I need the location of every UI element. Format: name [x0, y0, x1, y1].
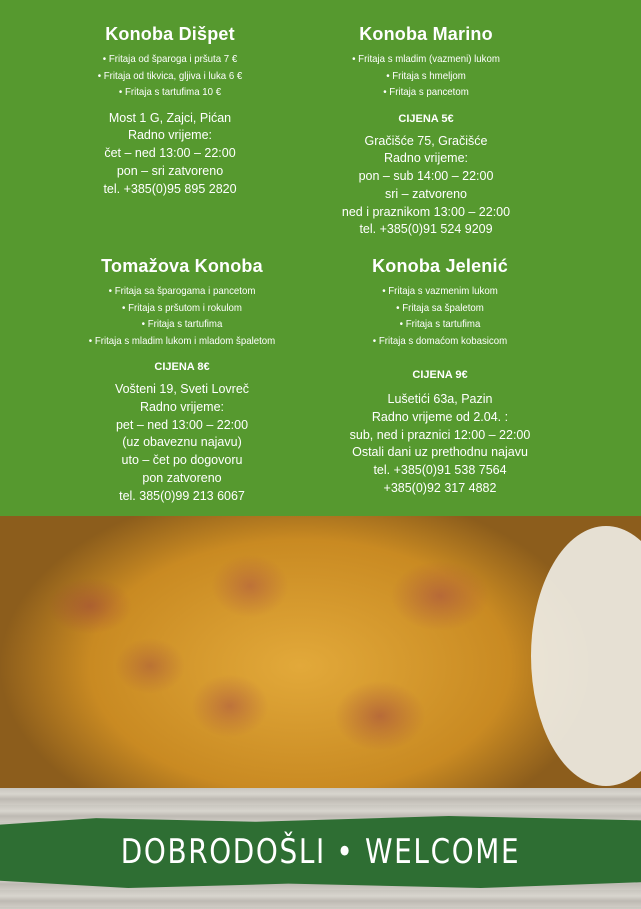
- phone: tel. +385(0)95 895 2820: [103, 181, 237, 196]
- hours-label: Radno vrijeme:: [139, 399, 225, 414]
- restaurant-name: Konoba Marino: [359, 24, 493, 44]
- restaurant-info: [276, 133, 576, 240]
- phone: tel. +385(0)91 524 9209: [359, 222, 493, 237]
- dish-list: [32, 283, 332, 349]
- hours-label: Radno vrijeme od 2.04. :: [371, 409, 509, 424]
- hours-line: Ostali dani uz prethodnu najavu: [352, 445, 528, 460]
- dish-item: • Fritaja s pancetom: [383, 86, 469, 98]
- dish-item: • Fritaja sa špaletom: [396, 301, 484, 314]
- dish-item: • Fritaja od šparoga i pršuta 7 €: [102, 53, 238, 65]
- restaurant-info: [32, 381, 332, 506]
- dish-list: [276, 51, 576, 101]
- dish-item: • Fritaja od tikvica, gljiva i luka 6 €: [97, 69, 243, 82]
- hours-line: pon zatvoreno: [142, 470, 222, 485]
- fritaja-photo: [0, 516, 641, 788]
- hours-line: sub, ned i praznici 12:00 – 22:00: [349, 427, 531, 442]
- dish-list: [20, 51, 320, 101]
- restaurant-name: Tomažova Konoba: [101, 256, 263, 276]
- dish-item: • Fritaja s mladim lukom i mladom špaletom: [88, 334, 276, 347]
- price-label: CIJENA 8€: [154, 361, 210, 373]
- dish-item: • Fritaja s hmeljom: [386, 69, 466, 82]
- dish-item: • Fritaja s mladim (vazmeni) lukom: [352, 53, 500, 65]
- dish-item: • Fritaja s tartufima: [141, 318, 223, 330]
- restaurant-marino: [276, 24, 576, 239]
- dish-item: • Fritaja sa šparogama i pancetom: [108, 285, 256, 297]
- hours-line: uto – čet po dogovoru: [121, 453, 243, 468]
- hours-label: Radno vrijeme:: [127, 128, 213, 143]
- phone: tel. 385(0)99 213 6067: [119, 488, 245, 503]
- phone: tel. +385(0)91 538 7564: [373, 463, 507, 478]
- restaurant-dispet: [20, 24, 320, 198]
- welcome-text: DOBRODOŠLI • WELCOME: [120, 832, 521, 872]
- restaurant-info: [20, 110, 320, 199]
- dish-item: • Fritaja s tartufima 10 €: [118, 86, 222, 98]
- dish-item: • Fritaja s domaćom kobasicom: [372, 334, 508, 347]
- restaurant-name: Konoba Dišpet: [105, 24, 235, 44]
- hours-line: pon – sri zatvoreno: [116, 163, 224, 178]
- address: Gračišće 75, Gračišće: [364, 133, 488, 148]
- dish-item: • Fritaja s vazmenim lukom: [382, 285, 498, 297]
- plate: [531, 526, 641, 786]
- restaurant-tomazova: [32, 256, 332, 506]
- phone: +385(0)92 317 4882: [383, 480, 497, 495]
- dish-item: • Fritaja s pršutom i rokulom: [122, 301, 242, 314]
- address: Most 1 G, Zajci, Pićan: [108, 110, 232, 125]
- hours-line: ned i praznikom 13:00 – 22:00: [341, 204, 511, 219]
- price-label: CIJENA 9€: [412, 369, 468, 381]
- hours-line: sri – zatvoreno: [385, 186, 467, 201]
- restaurant-jelenic: [290, 256, 590, 498]
- restaurant-info: [290, 391, 590, 498]
- address: Lušetići 63a, Pazin: [387, 392, 493, 406]
- dish-list: [290, 283, 590, 349]
- hours-line: (uz obaveznu najavu): [122, 435, 242, 450]
- hours-line: čet – ned 13:00 – 22:00: [104, 146, 236, 161]
- dish-item: • Fritaja s tartufima: [399, 318, 481, 330]
- price-label: CIJENA 5€: [398, 112, 454, 125]
- hours-label: Radno vrijeme:: [383, 151, 469, 166]
- hours-line: pet – ned 13:00 – 22:00: [115, 417, 249, 432]
- hours-line: pon – sub 14:00 – 22:00: [358, 169, 494, 184]
- restaurant-name: Konoba Jelenić: [372, 256, 508, 276]
- address: Vošteni 19, Sveti Lovreč: [114, 382, 250, 396]
